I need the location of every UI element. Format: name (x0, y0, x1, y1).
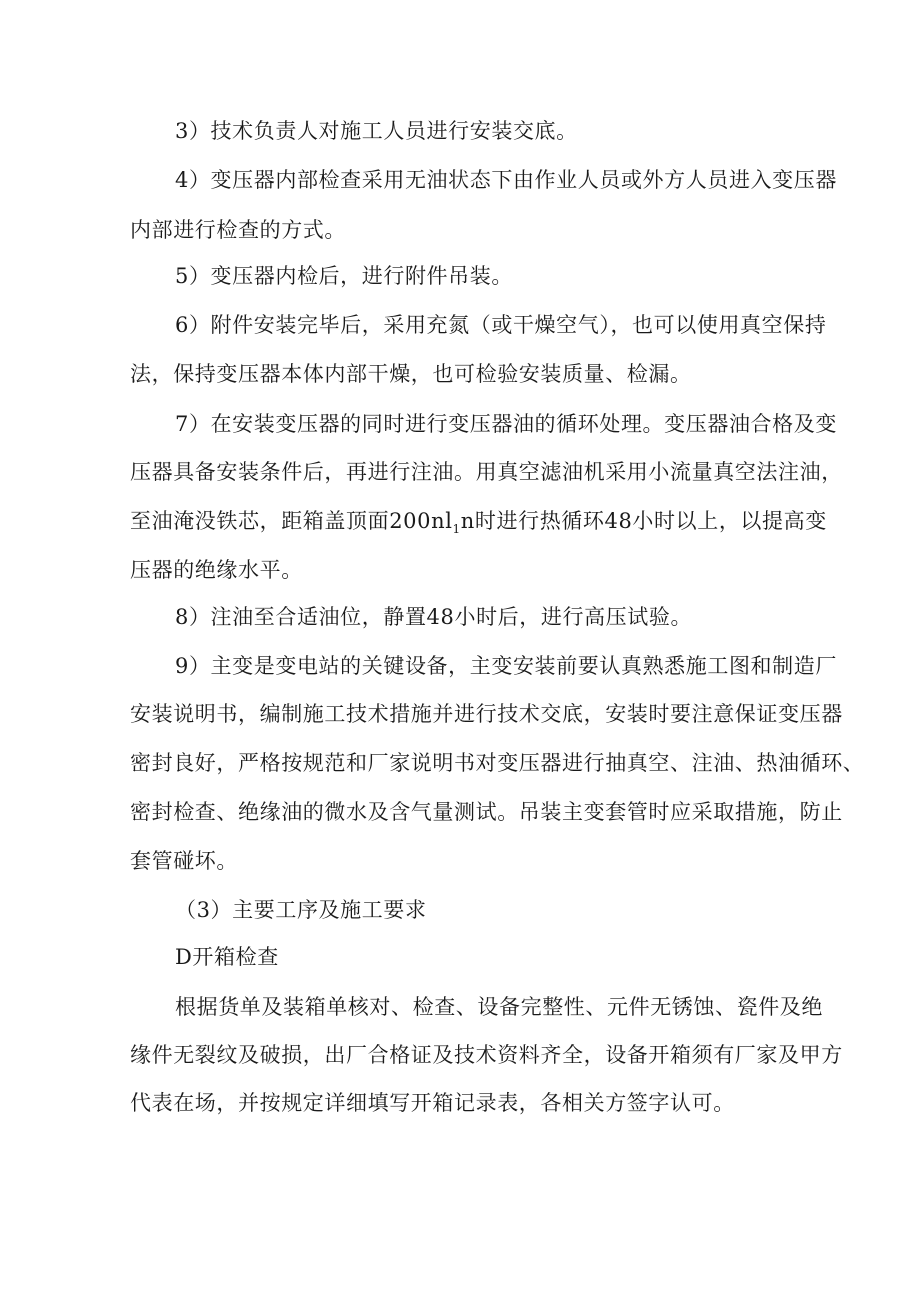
subscript: 1 (452, 522, 461, 537)
paragraph-9-line-1: 9）主变是变电站的关键设备，主变安装前要认真熟悉施工图和制造厂 (175, 654, 837, 678)
subsection-heading: D开箱检查 (175, 945, 279, 969)
paragraph-4-line-1: 4）变压器内部检查采用无油状态下由作业人员或外方人员进入变压器 (175, 168, 837, 192)
paragraph-6-line-1: 6）附件安装完毕后，采用充氮（或干燥空气），也可以使用真空保持 (175, 313, 827, 337)
paragraph-9-line-2: 安装说明书，编制施工技术措施并进行技术交底，安装时要注意保证变压器 (130, 702, 843, 726)
body-paragraph-line-3: 代表在场，并按规定详细填写开箱记录表，各相关方签字认可。 (130, 1091, 735, 1115)
section-heading: （3）主要工序及施工要求 (175, 898, 427, 922)
text-segment: 至油淹没铁芯，距箱盖顶面200nl (130, 509, 453, 533)
text-segment: n时进行热循环48小时以上，以提高变 (460, 509, 827, 533)
paragraph-9-line-3: 密封良好，严格按规范和厂家说明书对变压器进行抽真空、注油、热油循环、 (130, 751, 865, 775)
paragraph-9-line-5: 套管碰坏。 (130, 849, 238, 873)
paragraph-4-line-2: 内部进行检查的方式。 (130, 218, 346, 242)
paragraph-6-line-2: 法，保持变压器本体内部干燥，也可检验安装质量、检漏。 (130, 362, 692, 386)
paragraph-5-line: 5）变压器内检后，进行附件吊装。 (175, 264, 513, 288)
paragraph-7-line-2: 压器具备安装条件后，再进行注油。用真空滤油机采用小流量真空法注油， (130, 460, 843, 484)
paragraph-3-line: 3）技术负责人对施工人员进行安装交底。 (175, 119, 578, 143)
paragraph-7-line-4: 压器的绝缘水平。 (130, 558, 303, 582)
body-paragraph-line-2: 缘件无裂纹及破损，出厂合格证及技术资料齐全，设备开箱须有厂家及甲方 (130, 1043, 843, 1067)
paragraph-7-line-1: 7）在安装变压器的同时进行变压器油的循环处理。变压器油合格及变 (175, 412, 837, 436)
paragraph-7-line-3 (130, 508, 827, 542)
paragraph-9-line-4: 密封检查、绝缘油的微水及含气量测试。吊装主变套管时应采取措施，防止 (130, 800, 843, 824)
paragraph-8-line: 8）注油至合适油位，静置48小时后，进行高压试验。 (175, 605, 693, 629)
body-paragraph-line-1: 根据货单及装箱单核对、检查、设备完整性、元件无锈蚀、瓷件及绝 (175, 995, 823, 1019)
